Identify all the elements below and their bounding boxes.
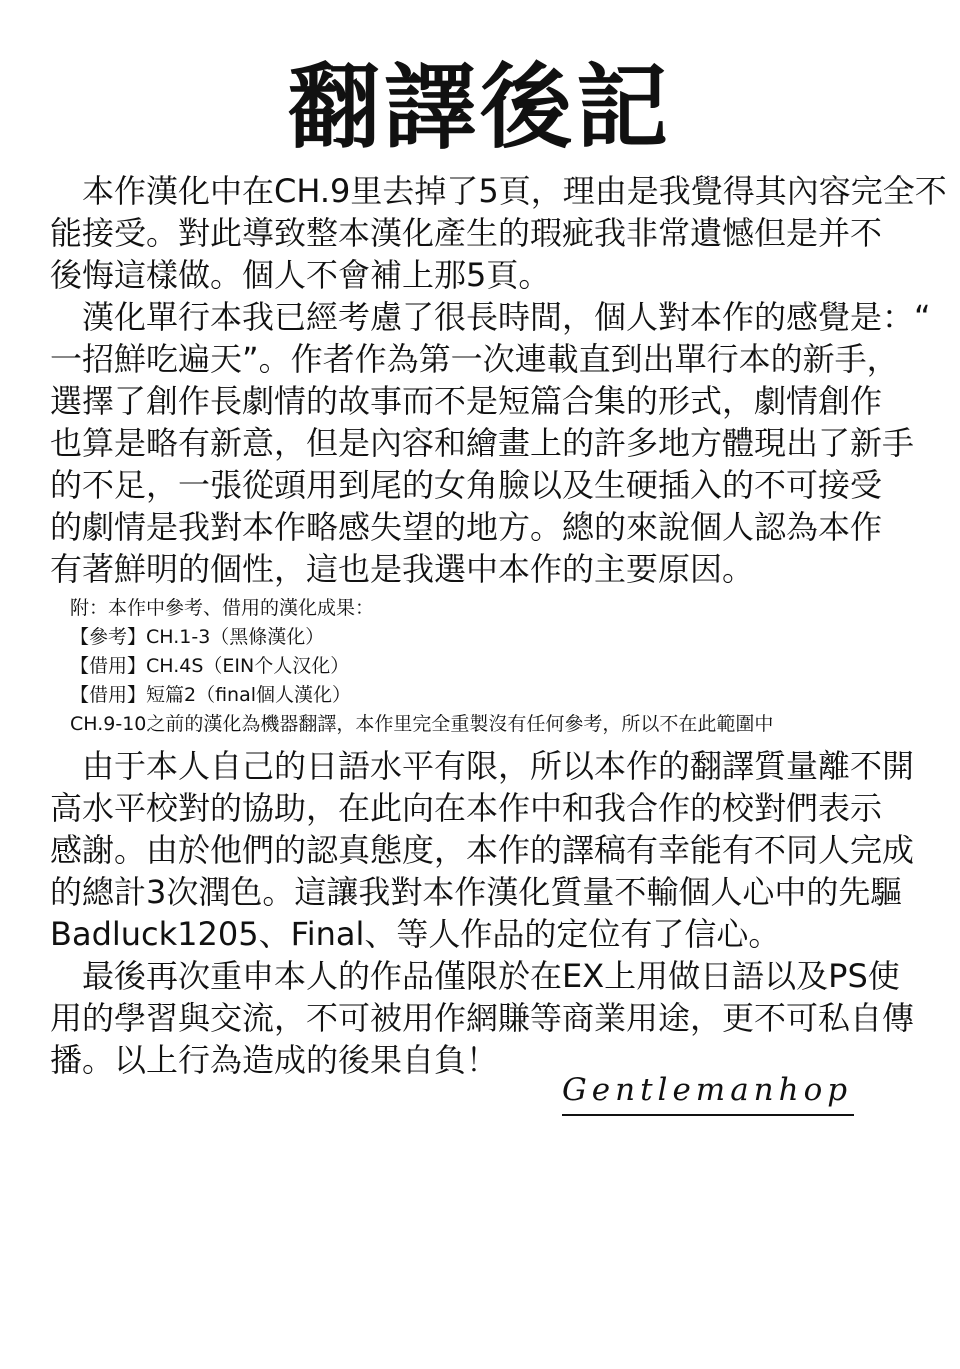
note-line: 【參考】CH.1-3（黑條漢化） xyxy=(70,626,325,648)
reference-notes xyxy=(70,594,920,739)
text-line: 的劇情是我對本作略感失望的地方。總的來說個人認為本作 xyxy=(50,508,883,546)
note-line: CH.9-10之前的漢化為機器翻譯，本作里完全重製沒有任何參考，所以不在此範圍中 xyxy=(70,713,774,735)
text-line: 有著鮮明的個性，這也是我選中本作的主要原因。 xyxy=(50,550,755,588)
text-line: 的不足，一張從頭用到尾的女角臉以及生硬插入的不可接受 xyxy=(50,466,883,504)
text-line: 後悔這樣做。個人不會補上那5頁。 xyxy=(50,256,551,294)
paragraph-removed-pages xyxy=(50,170,947,296)
text-line: 漢化單行本我已經考慮了很長時間，個人對本作的感覺是：“ xyxy=(50,298,931,336)
paragraph-opinion xyxy=(50,296,931,590)
text-line: 感謝。由於他們的認真態度，本作的譯稿有幸能有不同人完成 xyxy=(50,831,915,869)
signature-underline xyxy=(562,1114,854,1116)
text-line: 一招鮮吃遍天”。作者作為第一次連載直到出單行本的新手， xyxy=(50,340,899,378)
afterword-body xyxy=(50,170,947,1081)
text-line: Badluck1205、Final、等人作品的定位有了信心。 xyxy=(50,915,781,953)
page-title: 翻譯後記 xyxy=(287,54,672,161)
note-line: 【借用】CH.4S（EIN个人汉化） xyxy=(70,655,350,677)
signature xyxy=(562,1070,854,1118)
paragraph-usage-notice xyxy=(50,955,920,1081)
text-line: 高水平校對的協助，在此向在本作中和我合作的校對們表示 xyxy=(50,789,883,827)
text-line: 由于本人自己的日語水平有限，所以本作的翻譯質量離不開 xyxy=(50,747,915,785)
text-line: 最後再次重申本人的作品僅限於在EX上用做日語以及PS使 xyxy=(50,957,900,995)
text-line: 本作漢化中在CH.9里去掉了5頁，理由是我覺得其內容完全不 xyxy=(50,172,947,210)
text-line: 用的學習與交流，不可被用作網賺等商業用途，更不可私自傳 xyxy=(50,999,915,1037)
note-line: 【借用】短篇2（final個人漢化） xyxy=(70,684,352,706)
paragraph-thanks xyxy=(50,745,920,955)
signature-text: Gentlemanhop xyxy=(562,1072,853,1108)
note-line: 附：本作中參考、借用的漢化成果： xyxy=(70,597,375,619)
text-line: 能接受。對此導致整本漢化產生的瑕疵我非常遺憾但是并不 xyxy=(50,214,883,252)
text-line: 播。以上行為造成的後果自負！ xyxy=(50,1041,499,1079)
text-line: 選擇了創作長劇情的故事而不是短篇合集的形式，劇情創作 xyxy=(50,382,883,420)
text-line: 也算是略有新意，但是內容和繪畫上的許多地方體現出了新手 xyxy=(50,424,915,462)
text-line: 的總計3次潤色。這讓我對本作漢化質量不輸個人心中的先驅 xyxy=(50,873,903,911)
